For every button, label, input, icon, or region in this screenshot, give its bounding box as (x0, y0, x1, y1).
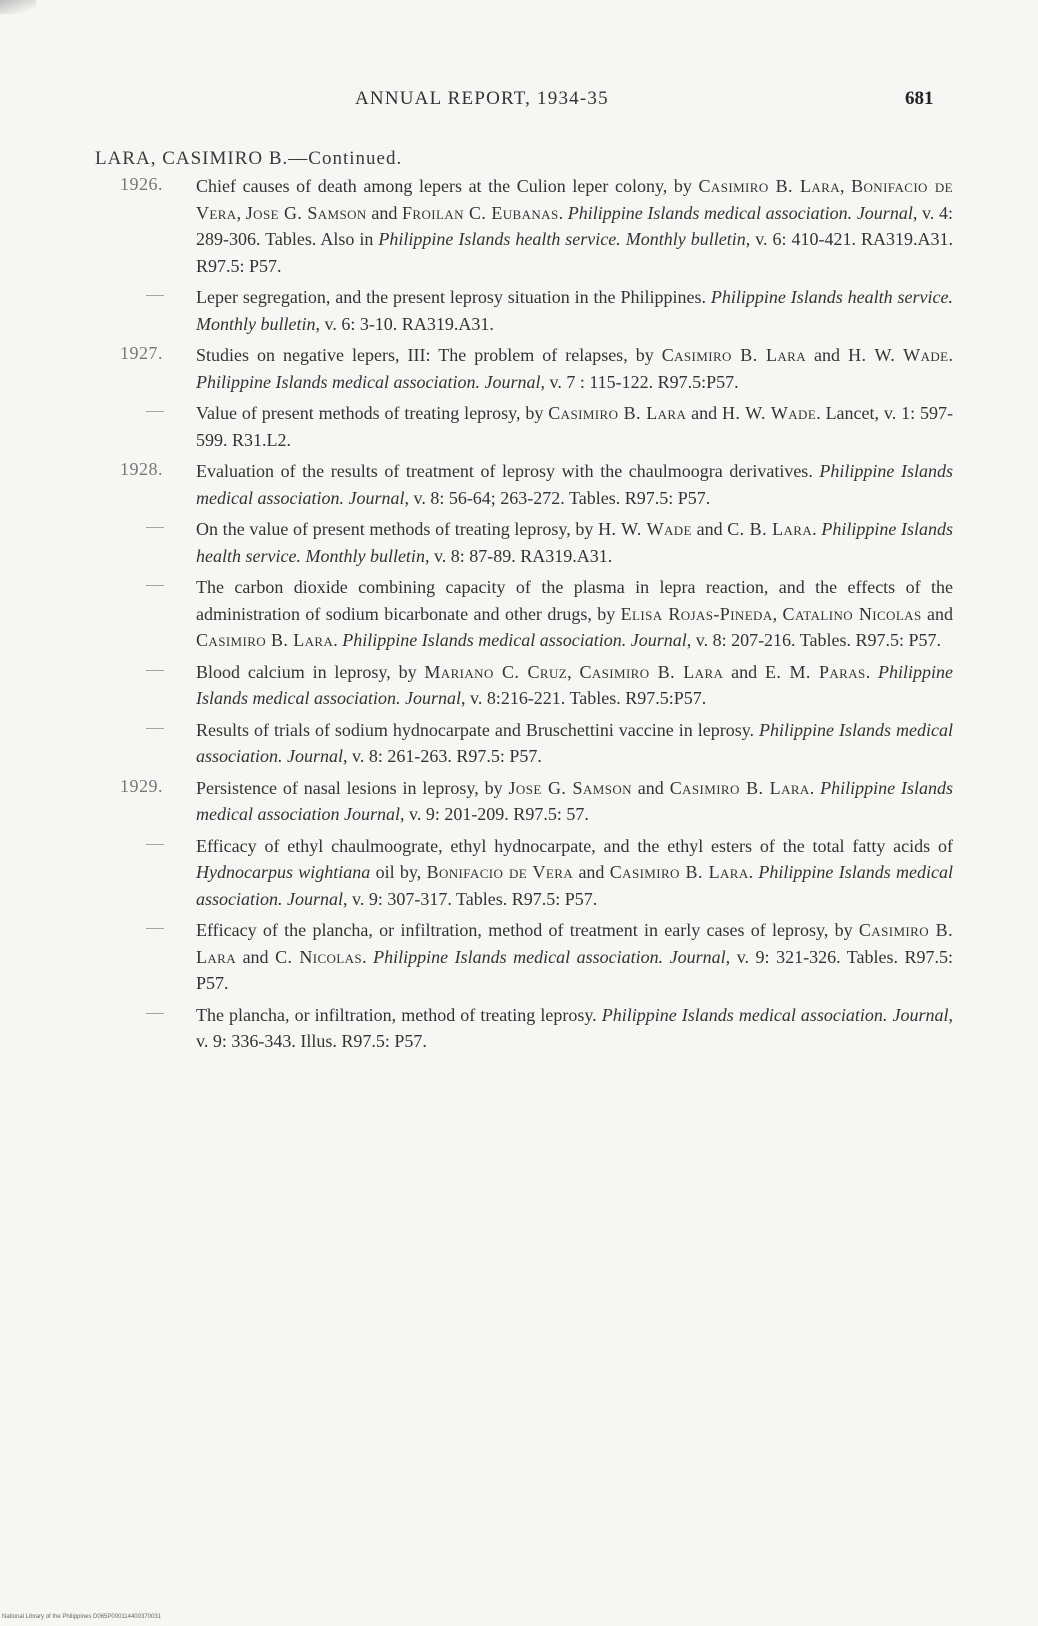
citation-text: , v. 4: 289-306. Tables. Also in (196, 202, 953, 249)
citation-text: . (809, 777, 821, 798)
entry-citation (196, 1002, 953, 1055)
citation-text: and (366, 202, 402, 223)
entry-year: 1928. (120, 459, 163, 479)
citation-text: Studies on negative lepers, III: The problem of relapses, by (196, 345, 662, 365)
author-name: Casimiro B. Lara (698, 176, 840, 196)
citation-text: Leper segregation, and the present leprosy situation in the Philippines. (196, 287, 711, 307)
citation-text: Value of present methods of treating leprosy, by (196, 403, 549, 423)
bibliography-entry (0, 400, 1038, 453)
citation-text: , v. 8: 207-216. Tables. R97.5: P57. (686, 630, 941, 650)
author-name: Froilan C. Eubanas (402, 202, 559, 223)
publication-title: Philippine Islands medical association. Journal (196, 461, 953, 508)
author-name: Casimiro B. Lara (548, 403, 687, 423)
citation-text: Chief causes of death among lepers at the Culion leper colony, by (196, 176, 699, 196)
citation-text: , v. 6: 410-421. RA319.A31. R97.5: P57. (196, 229, 953, 276)
citation-text: , (236, 202, 246, 223)
citation-text: , v. 8: 87-89. RA319.A31. (424, 545, 613, 566)
bibliography-entry (0, 574, 1038, 654)
citation-text: , v. 9: 201-209. R97.5: 57. (399, 804, 589, 824)
citation-text: The plancha, or infiltration, method of treating leprosy. (196, 1004, 602, 1025)
citation-text: , v. 8: 261-263. R97.5: P57. (343, 746, 542, 766)
citation-text: and (921, 603, 953, 624)
citation-text: , (567, 661, 580, 682)
citation-text: , v. 9: 336-343. Illus. R97.5: P57. (196, 1004, 953, 1051)
citation-text: . (812, 519, 822, 539)
bibliography-entry (0, 1002, 1038, 1055)
bibliography-entry (0, 717, 1038, 770)
citation-text: , (839, 176, 852, 196)
ditto-dash: — (146, 516, 164, 536)
citation-text: . (558, 202, 568, 223)
ditto-dash: — (146, 1001, 164, 1022)
author-heading: LARA, CASIMIRO B.—Continued. (95, 148, 403, 169)
citation-text: , v. 9: 321-326. Tables. R97.5: P57. (196, 946, 954, 993)
citation-text: oil by, (370, 862, 427, 882)
citation-text: . (333, 630, 343, 650)
citation-text: and (691, 519, 728, 539)
entry-citation (196, 775, 953, 828)
bibliography-entry (0, 284, 1038, 337)
citation-text: . (865, 661, 879, 682)
publication-title: Hydnocarpus wightiana (196, 862, 371, 882)
citation-text: . Lancet, v. 1: 597-599. R31.L2. (196, 403, 953, 450)
citation-text: . (948, 345, 953, 365)
scan-footer: National Library of the Philippines D065P000114400370031 (2, 1614, 162, 1620)
entry-citation (196, 342, 953, 395)
bibliography-entry (0, 458, 1038, 511)
bibliography-entry (0, 173, 1038, 279)
ditto-dash: — (146, 832, 164, 853)
citation-text: Evaluation of the results of treatment of leprosy with the chaulmoogra derivatives. (196, 461, 820, 481)
bibliography-entry (0, 917, 1038, 997)
bibliography-entry (0, 342, 1038, 395)
bibliography-entry (0, 516, 1038, 569)
publication-title: Philippine Islands health service. Monthly bulletin (196, 519, 954, 566)
author-name: H. W. Wade (848, 345, 949, 365)
entry-citation (196, 659, 953, 712)
ditto-dash: — (146, 917, 164, 937)
publication-title: Philippine Islands medical association. Journal (601, 1004, 949, 1025)
bibliography-entry (0, 659, 1038, 712)
author-name: Bonifacio de Vera (196, 176, 953, 223)
publication-title: Philippine Islands medical association. Journal (567, 202, 913, 223)
citation-text: , v. 8:216-221. Tables. R97.5:P57. (460, 688, 707, 708)
author-name: H. W. Wade (598, 519, 692, 539)
citation-text: Results of trials of sodium hydnocarpate and Bruschettini vaccine in leprosy. (196, 719, 760, 740)
author-name: H. W. Wade (722, 403, 817, 423)
entry-citation (196, 917, 953, 997)
bibliography-entry (0, 833, 1038, 913)
citation-text: Efficacy of the plancha, or infiltration, method of treatment in early cases of leprosy, by (196, 920, 859, 940)
citation-text: Blood calcium in leprosy, by (196, 661, 425, 682)
citation-text: and (686, 403, 723, 423)
bibliography-entries (0, 173, 1038, 1060)
bibliography-entry (0, 775, 1038, 828)
author-name: Jose G. Samson (245, 202, 367, 223)
author-name: Jose G. Samson (508, 777, 632, 798)
author-name: Mariano C. Cruz (424, 661, 568, 682)
publication-title: Philippine Islands medical association. Journal (196, 719, 953, 766)
citation-text: , v. 7 : 115-122. R97.5:P57. (540, 371, 739, 392)
author-name: C. Nicolas (275, 946, 363, 967)
citation-text: , (772, 603, 783, 624)
entry-citation (196, 516, 953, 569)
publication-title: Philippine Islands medical association Journal (196, 777, 953, 824)
author-name: Casimiro B. Lara (579, 661, 724, 682)
entry-citation (196, 458, 953, 511)
author-name: Catalino Nicolas (782, 603, 922, 624)
entry-citation (196, 173, 953, 279)
ditto-dash: — (146, 284, 164, 304)
author-name: Casimiro B. Lara (196, 630, 334, 650)
publication-title: Philippine Islands medical association. Journal (196, 371, 541, 392)
entry-citation (196, 717, 953, 770)
publication-title: Philippine Islands health service. Monthly bulletin (378, 229, 746, 249)
scan-edge-shadow (0, 0, 36, 14)
citation-text: , v. 9: 307-317. Tables. R97.5: P57. (343, 888, 598, 909)
ditto-dash: — (146, 658, 164, 679)
author-name: C. B. Lara (727, 519, 813, 539)
ditto-dash: — (146, 716, 164, 737)
author-name: Casimiro B. Lara (196, 920, 953, 967)
author-name: E. M. Paras (764, 661, 866, 682)
entry-year: 1929. (120, 775, 163, 796)
citation-text: Efficacy of ethyl chaulmoograte, ethyl hydnocarpate, and the ethyl esters of the total fatty acids of (196, 835, 953, 856)
citation-text: On the value of present methods of treating leprosy, by (196, 519, 599, 539)
citation-text: . (748, 862, 759, 882)
citation-text: and (631, 777, 670, 798)
entry-year: 1926. (120, 174, 163, 194)
author-name: Bonifacio de Vera (426, 862, 574, 882)
citation-text: and (806, 345, 849, 365)
author-name: Casimiro B. Lara (669, 777, 810, 798)
author-name: Casimiro B. Lara (661, 345, 807, 365)
publication-title: Philippine Islands medical association. Journal (342, 630, 687, 650)
page-header (0, 88, 1038, 118)
author-name: Casimiro B. Lara (609, 862, 749, 882)
entry-citation (196, 833, 953, 913)
page-number: 681 (905, 88, 934, 109)
entry-citation (196, 574, 953, 654)
entry-citation (196, 284, 953, 337)
ditto-dash: — (146, 574, 164, 594)
entry-citation (196, 400, 953, 453)
citation-text: Persistence of nasal lesions in leprosy, by (196, 777, 509, 798)
running-title: ANNUAL REPORT, 1934-35 (355, 88, 609, 109)
citation-text: , v. 8: 56-64; 263-272. Tables. R97.5: P57. (404, 487, 711, 508)
citation-text: . (362, 946, 374, 967)
author-name: Elisa Rojas-Pineda (620, 603, 773, 624)
publication-title: Philippine Islands health service. Monthly bulletin (196, 287, 954, 334)
publication-title: Philippine Islands medical association. Journal (373, 946, 726, 967)
citation-text: and (236, 946, 276, 967)
entry-year: 1927. (120, 343, 163, 363)
citation-text: and (723, 661, 765, 682)
citation-text: The carbon dioxide combining capacity of the plasma in lepra reaction, and the effects of the administration of sodium bicarbonate and other drugs, by (196, 577, 953, 624)
publication-title: Philippine Islands medical association. Journal (196, 862, 954, 909)
citation-text: and (573, 862, 610, 882)
ditto-dash: — (146, 400, 164, 420)
citation-text: , v. 6: 3-10. RA319.A31. (315, 313, 494, 334)
publication-title: Philippine Islands medical association. Journal (196, 661, 954, 708)
